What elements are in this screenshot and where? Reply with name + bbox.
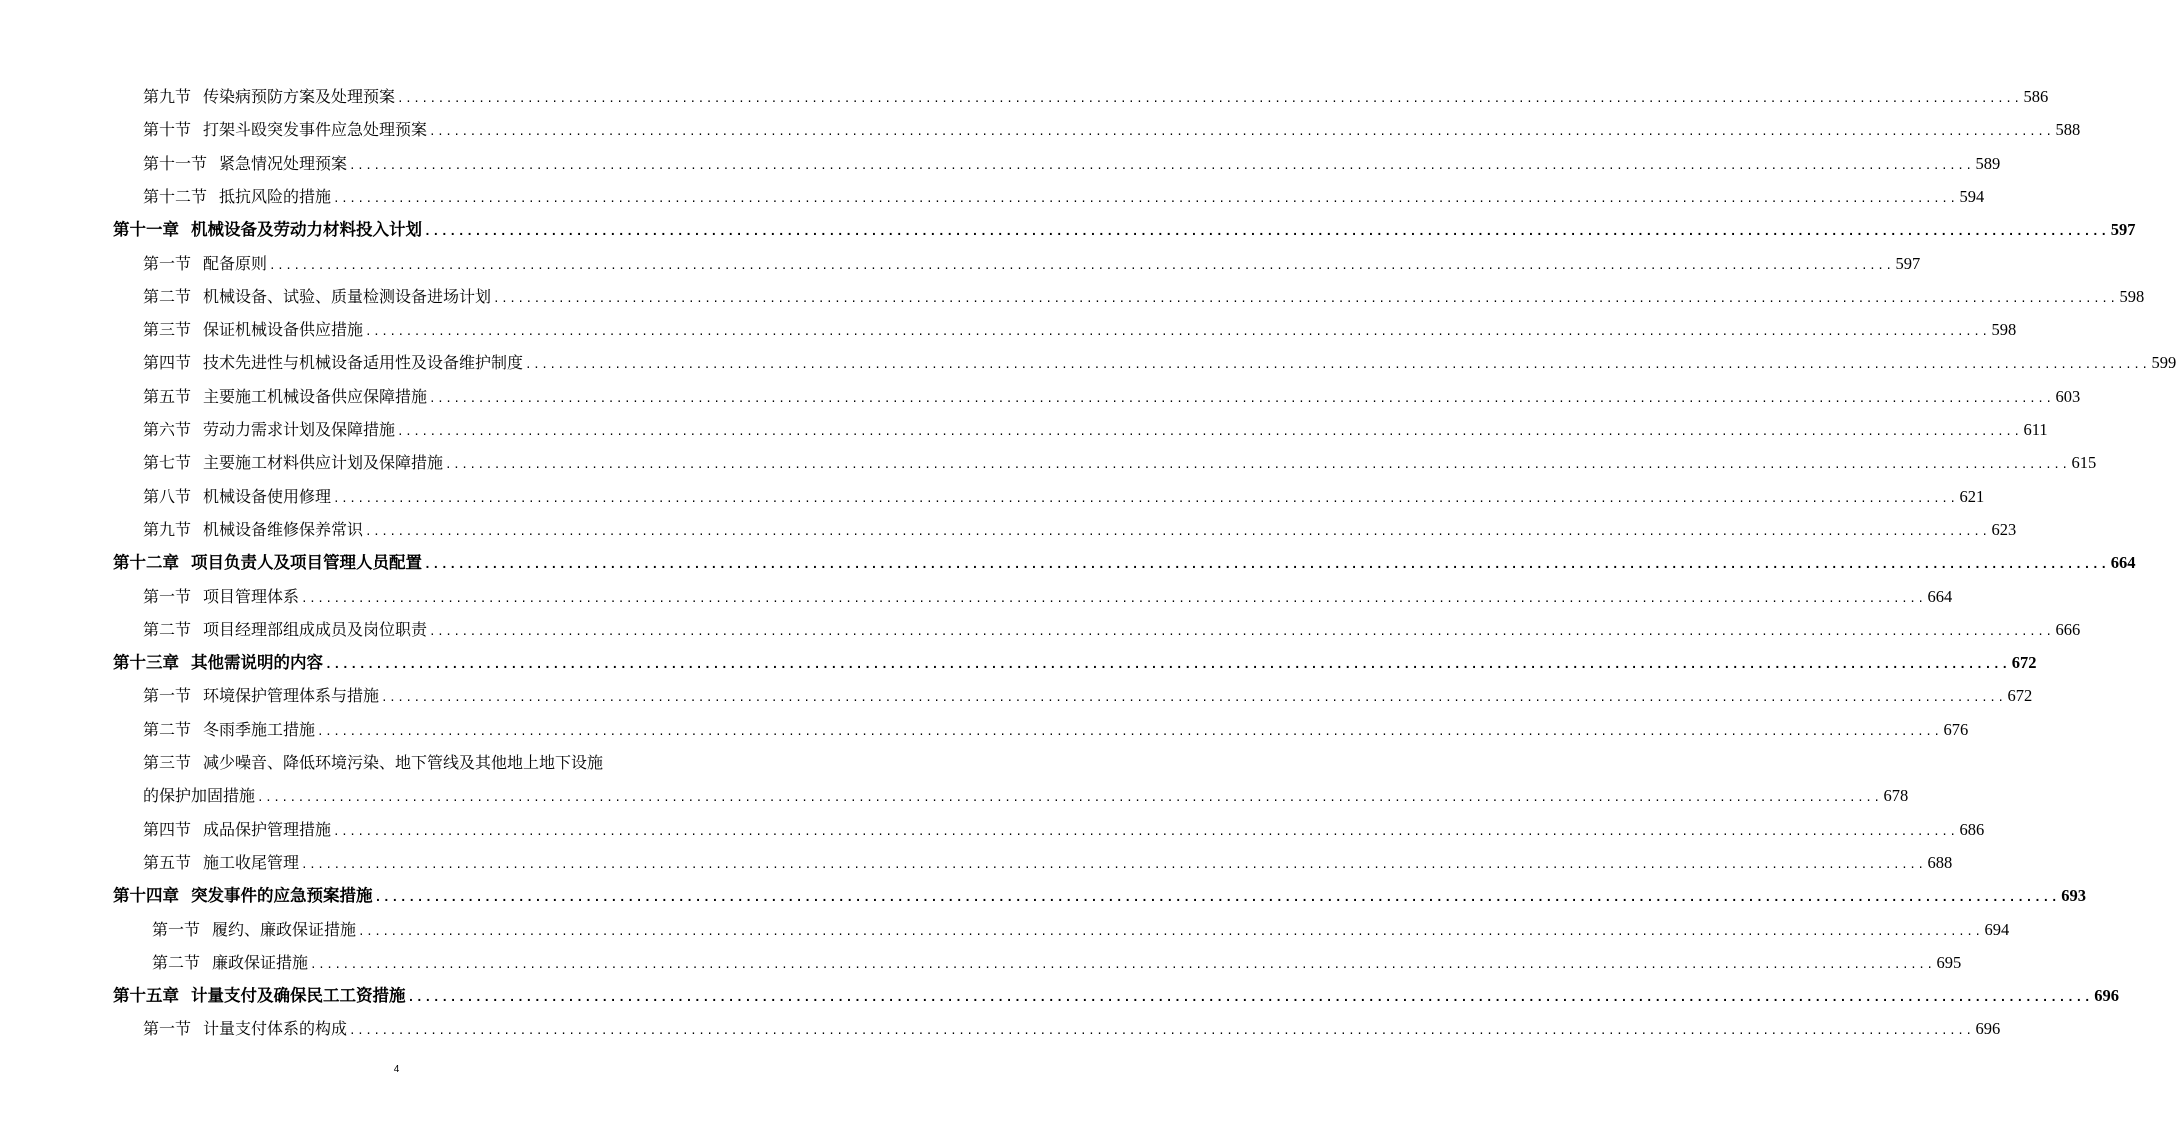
toc-entry-number: 第二节: [143, 619, 192, 639]
toc-page-number: 664: [1927, 586, 1953, 606]
toc-entry-label: [113, 646, 323, 679]
toc-entry-title: 的保护加固措施: [143, 786, 256, 806]
toc-entry-number: 第五节: [143, 852, 192, 872]
dot-leader: ........................................................................................................................................................................................................: [381, 691, 2006, 705]
toc-entry-label: [113, 979, 406, 1012]
toc-entry-label: [143, 813, 331, 846]
toc-page-number: 696: [2094, 986, 2119, 1006]
dot-leader: ........................................................................................................................................................................................................: [429, 125, 2054, 139]
toc-entry-label: [113, 546, 422, 579]
toc-entry-number: 第一节: [143, 253, 192, 273]
toc-section-row[interactable]: [143, 1012, 2001, 1045]
toc-entry-label: [143, 147, 347, 180]
toc-entry-label: [143, 679, 379, 712]
toc-page-number: 597: [2110, 220, 2136, 240]
dot-leader: ........................................................................................................................................................................................................: [333, 824, 1958, 838]
toc-page-number: 676: [1943, 719, 1969, 739]
toc-page-number: 621: [1959, 486, 1985, 506]
toc-chapter-row[interactable]: [113, 879, 2086, 912]
toc-entry-number: 第一节: [143, 586, 192, 606]
toc-section-row[interactable]: [152, 913, 2010, 946]
dot-leader: ........................................................................................................................................................................................................: [429, 624, 2054, 638]
toc-page-number: 693: [2061, 886, 2086, 906]
toc-entry-title: 紧急情况处理预案: [219, 153, 348, 173]
toc-page-number: 688: [1927, 852, 1953, 872]
toc-entry-number: 第三节: [143, 320, 192, 340]
dot-leader: ........................................................................................................................................................................................................: [445, 458, 2070, 472]
dot-leader: ........................................................................................................................................................................................................: [349, 1024, 1974, 1038]
dot-leader: ........................................................................................................................................................................................................: [374, 890, 2060, 905]
toc-entry-number: 第六节: [143, 420, 192, 439]
toc-entry-label: [143, 746, 603, 779]
toc-section-row[interactable]: [143, 713, 1969, 746]
toc-entry-title: 廉政保证措施: [212, 952, 309, 972]
toc-entry-number: 第十五章: [113, 986, 179, 1006]
toc-entry-title: 技术先进性与机械设备适用性及设备维护制度: [203, 353, 524, 373]
dot-leader: ........................................................................................................................................................................................................: [407, 990, 2093, 1005]
dot-leader: ........................................................................................................................................................................................................: [397, 425, 2022, 438]
toc-section-row[interactable]: [143, 280, 2145, 313]
toc-entry-title: 施工收尾管理: [203, 852, 300, 872]
toc-entry-title: 突发事件的应急预案措施: [191, 886, 373, 906]
toc-chapter-row[interactable]: [113, 546, 2136, 579]
toc-entry-number: 第十一节: [143, 153, 208, 173]
toc-entry-title: 配备原则: [203, 253, 268, 273]
toc-page-number: 686: [1959, 819, 1985, 839]
toc-entry-title: 机械设备、试验、质量检测设备进场计划: [203, 286, 492, 306]
toc-entry-number: 第二节: [152, 952, 201, 972]
toc-page-number: 664: [2110, 553, 2136, 573]
toc-entry-number: 第四节: [143, 353, 192, 373]
toc-entry-label: [152, 946, 308, 979]
dot-leader: ........................................................................................................................................................................................................: [397, 92, 2022, 105]
dot-leader: ........................................................................................................................................................................................................: [424, 557, 2109, 572]
toc-entry-label: [143, 113, 427, 146]
toc-section-row[interactable]: [143, 446, 2097, 479]
toc-entry-label: [143, 413, 395, 446]
toc-entry-label: [143, 280, 491, 313]
toc-entry-number: 第四节: [143, 819, 192, 839]
toc-entry-title: 计量支付体系的构成: [203, 1019, 348, 1039]
toc-page-number: 598: [1991, 320, 2017, 340]
toc-entry-number: 第三节: [143, 753, 192, 772]
toc-entry-number: 第七节: [143, 453, 192, 473]
toc-section-row[interactable]: [143, 180, 1985, 213]
toc-entry-title: 传染病预防方案及处理预案: [203, 87, 396, 106]
dot-leader: ........................................................................................................................................................................................................: [257, 791, 1882, 805]
dot-leader: ........................................................................................................................................................................................................: [349, 158, 1974, 172]
toc-entry-number: 第十节: [143, 120, 192, 140]
toc-section-row[interactable]: [143, 679, 2033, 712]
toc-entry-label: [143, 80, 395, 113]
toc-page-number: 672: [2007, 686, 2033, 706]
toc-entry-title: 主要施工材料供应计划及保障措施: [203, 453, 444, 473]
toc-page-number: 678: [1883, 786, 1909, 806]
toc-entry-number: 第九节: [143, 87, 192, 106]
toc-chapter-row[interactable]: [113, 646, 2037, 679]
toc-section-row[interactable]: [143, 513, 2017, 546]
toc-entry-label: [143, 313, 363, 346]
toc-section-row[interactable]: [143, 346, 2176, 379]
toc-entry-label: [143, 380, 427, 413]
toc-section-row[interactable]: [152, 946, 1962, 979]
toc-entry-number: 第十一章: [113, 220, 179, 240]
toc-page-number: 696: [1975, 1019, 2001, 1039]
toc-page-number: 694: [1984, 919, 2010, 939]
dot-leader: ........................................................................................................................................................................................................: [365, 325, 1990, 339]
dot-leader: ........................................................................................................................................................................................................: [424, 224, 2109, 239]
toc-entry-title: 成品保护管理措施: [203, 819, 332, 839]
toc-section-row[interactable]: [143, 380, 2081, 413]
toc-entry-number: 第十四章: [113, 886, 179, 906]
toc-section-row[interactable]: [143, 413, 2048, 446]
toc-entry-label: [113, 213, 422, 246]
toc-section-row[interactable]: [143, 613, 2081, 646]
toc-entry-title: 劳动力需求计划及保障措施: [203, 420, 396, 439]
dot-leader: ........................................................................................................................................................................................................: [317, 724, 1942, 738]
toc-section-row[interactable]: [143, 580, 1953, 613]
toc-chapter-row[interactable]: [113, 213, 2136, 246]
toc-page-number: 594: [1959, 186, 1985, 206]
toc-entry-title: 抵抗风险的措施: [219, 186, 332, 206]
toc-entry-title: 保证机械设备供应措施: [203, 320, 364, 340]
toc-entry-title: 打架斗殴突发事件应急处理预案: [203, 120, 428, 140]
toc-entry-title: 主要施工机械设备供应保障措施: [203, 386, 428, 406]
toc-entry-label: [143, 1012, 347, 1045]
toc-section-row[interactable]: [143, 480, 1985, 513]
toc-entry-title: 其他需说明的内容: [191, 653, 323, 673]
toc-entry-label: [152, 913, 356, 946]
toc-entry-number: 第八节: [143, 486, 192, 506]
toc-entry-number: 第十二章: [113, 553, 179, 573]
toc-entry-label: [143, 247, 267, 280]
toc-section-row[interactable]: [143, 113, 2081, 146]
toc-entry-title: 机械设备及劳动力材料投入计划: [191, 220, 422, 240]
toc-entry-label: [143, 446, 443, 479]
dot-leader: ........................................................................................................................................................................................................: [333, 491, 1958, 505]
toc-entry-label: [143, 180, 331, 213]
dot-leader: ........................................................................................................................................................................................................: [493, 291, 2118, 305]
toc-entry-number: 第十二节: [143, 186, 208, 206]
toc-page-number: 603: [2055, 386, 2081, 406]
toc-page-number: 615: [2071, 453, 2097, 473]
dot-leader: ........................................................................................................................................................................................................: [365, 524, 1990, 538]
toc-section-row[interactable]: [143, 313, 2017, 346]
dot-leader: ........................................................................................................................................................................................................: [310, 957, 1935, 971]
toc-section-row[interactable]: [143, 247, 1921, 280]
toc-entry-label: [143, 613, 427, 646]
toc-entry-title: 项目管理体系: [203, 586, 300, 606]
toc-section-row[interactable]: [143, 80, 2049, 113]
toc-entry-label: [143, 846, 299, 879]
toc-entry-title: 冬雨季施工措施: [203, 719, 316, 739]
toc-section-row[interactable]: [143, 746, 679, 779]
toc-page-number: 598: [2119, 286, 2145, 306]
toc-entry-number: 第二节: [143, 719, 192, 739]
dot-leader: ........................................................................................................................................................................................................: [358, 924, 1983, 938]
toc-page-number: 597: [1895, 253, 1921, 273]
toc-entry-label: [143, 580, 299, 613]
toc-entry-label: [143, 513, 363, 546]
dot-leader: ........................................................................................................................................................................................................: [525, 358, 2150, 372]
toc-section-row[interactable]: [143, 779, 1909, 812]
toc-entry-number: 第九节: [143, 519, 192, 539]
page-number: 4: [393, 1064, 400, 1075]
toc-entry-label: [143, 713, 315, 746]
toc-entry-number: 第一节: [143, 1019, 192, 1039]
toc-entry-title: 减少噪音、降低环境污染、地下管线及其他地上地下设施: [203, 753, 604, 772]
toc-entry-title: 履约、廉政保证措施: [212, 919, 357, 939]
toc-page-number: 589: [1975, 153, 2001, 173]
toc-section-row[interactable]: [143, 813, 1985, 846]
toc-entry-number: 第五节: [143, 386, 192, 406]
toc-entry-title: 机械设备维修保养常识: [203, 519, 364, 539]
toc-section-row[interactable]: [143, 147, 2001, 180]
toc-entry-number: 第一节: [143, 686, 192, 706]
toc-page-number: 611: [2023, 420, 2048, 439]
toc-entry-title: 项目经理部组成成员及岗位职责: [203, 619, 428, 639]
dot-leader: ........................................................................................................................................................................................................: [301, 591, 1926, 605]
toc-entry-number: 第一节: [152, 919, 201, 939]
toc-entry-title: 机械设备使用修理: [203, 486, 332, 506]
toc-entry-label: [143, 346, 523, 379]
dot-leader: ........................................................................................................................................................................................................: [429, 391, 2054, 405]
toc-page-number: 586: [2023, 87, 2049, 106]
toc-entry-title: 项目负责人及项目管理人员配置: [191, 553, 422, 573]
toc-entry-title: 计量支付及确保民工工资措施: [191, 986, 406, 1006]
toc-page-number: 666: [2055, 619, 2081, 639]
toc-page-number: 588: [2055, 120, 2081, 140]
toc-entry-number: 第十三章: [113, 653, 179, 673]
toc-page-number: 599: [2151, 353, 2176, 373]
dot-leader: ........................................................................................................................................................................................................: [269, 258, 1894, 272]
toc-page-number: 672: [2011, 653, 2037, 673]
toc-entry-number: 第二节: [143, 286, 192, 306]
toc-chapter-row[interactable]: [113, 979, 2119, 1012]
toc-page-number: 623: [1991, 519, 2017, 539]
dot-leader: ........................................................................................................................................................................................................: [333, 191, 1958, 205]
toc-section-row[interactable]: [143, 846, 1953, 879]
toc-entry-label: [143, 779, 255, 812]
dot-leader: ........................................................................................................................................................................................................: [325, 657, 2010, 672]
toc-entry-label: [113, 879, 373, 912]
toc-page-number: 695: [1936, 952, 1962, 972]
toc-entry-label: [143, 480, 331, 513]
dot-leader: ........................................................................................................................................................................................................: [301, 857, 1926, 871]
toc-entry-title: 环境保护管理体系与措施: [203, 686, 380, 706]
